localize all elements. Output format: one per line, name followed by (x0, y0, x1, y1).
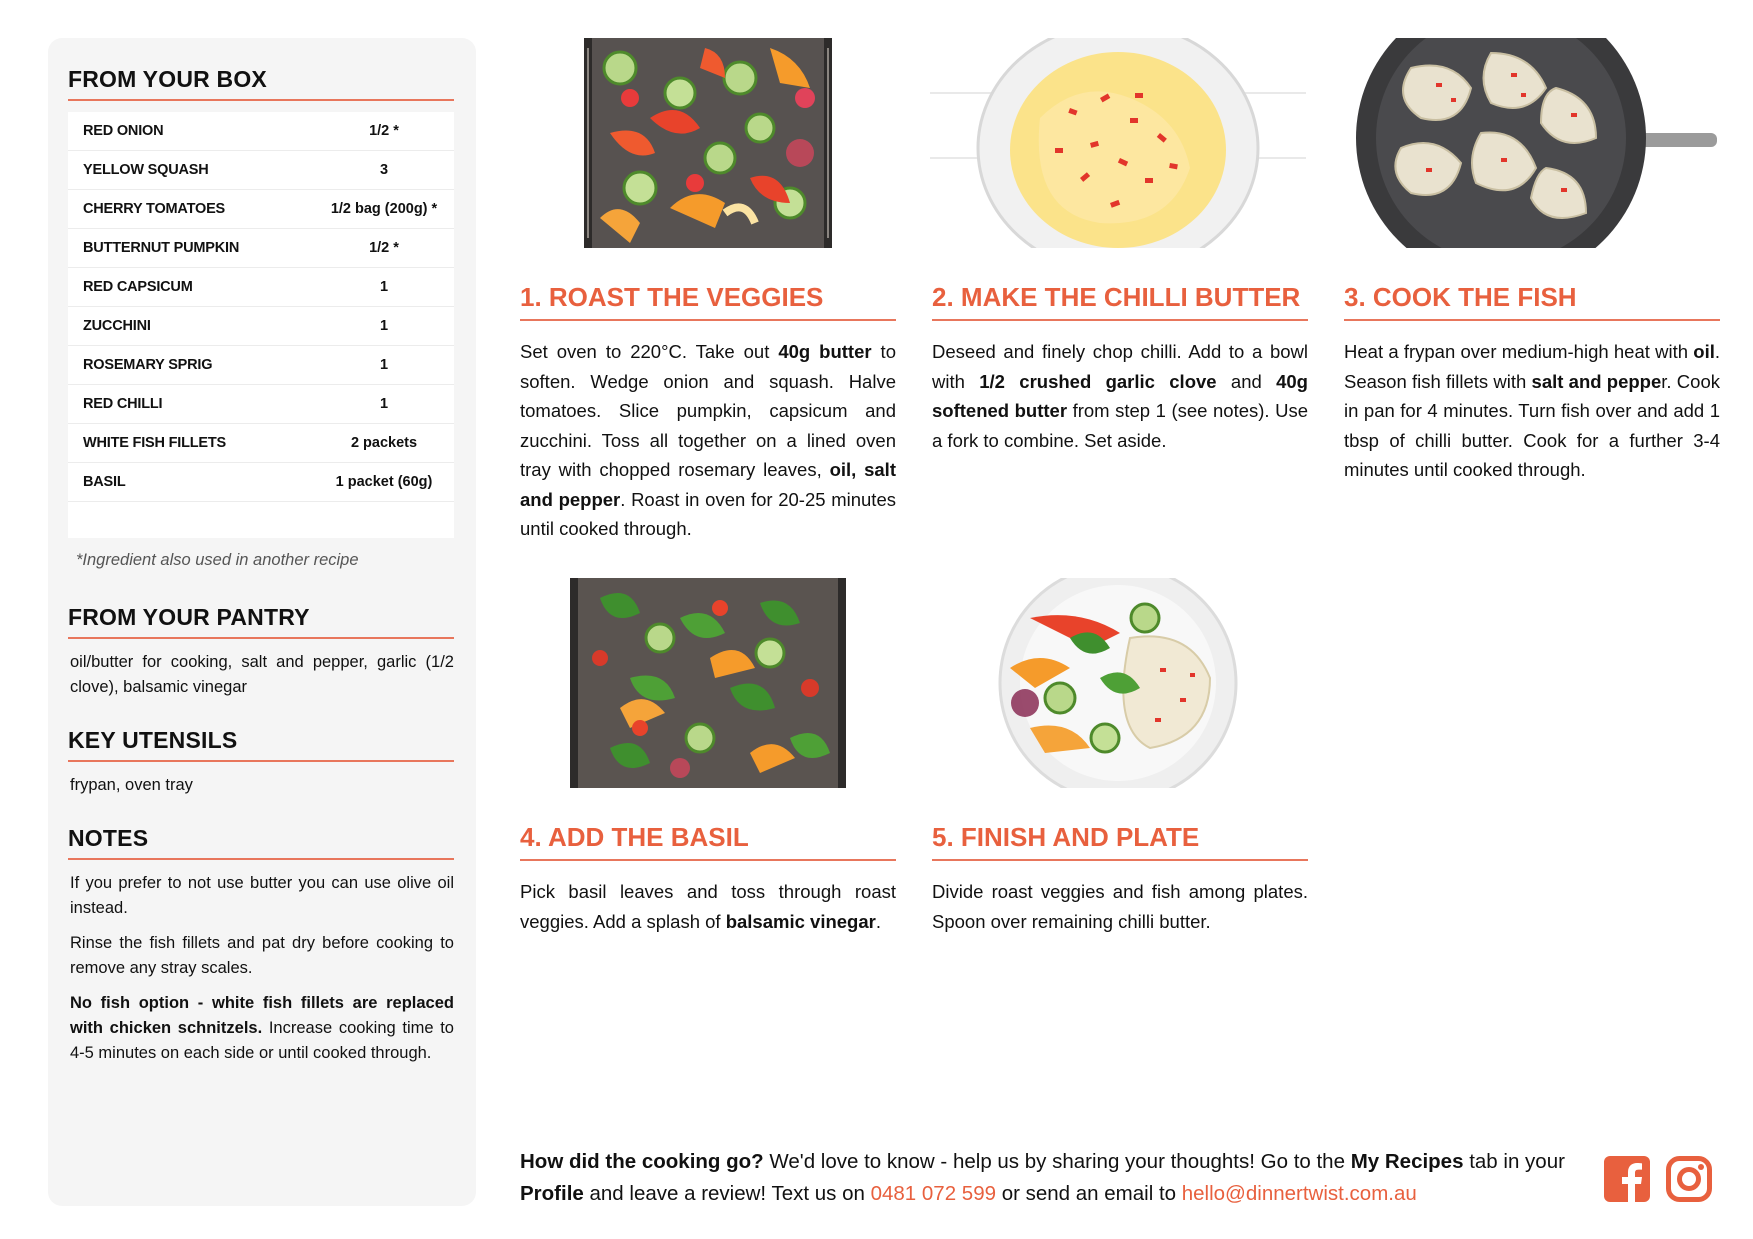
step-text-run: . Season fish fillets with (1344, 341, 1720, 392)
instagram-icon[interactable] (1666, 1156, 1712, 1202)
ingredient-qty: 1/2 bag (200g) * (330, 201, 438, 217)
step-text-run: Set oven to 220°C. Take out (520, 341, 779, 362)
table-row (68, 151, 454, 190)
footer-question: How did the cooking go? (520, 1150, 764, 1173)
ingredient-name: ZUCCHINI (83, 318, 151, 334)
ingredient-name: RED CAPSICUM (83, 279, 193, 295)
step-text-run: to soften. Wedge onion and squash. Halve tomatoes. Slice pumpkin, capsicum and zucchini. Toss all together on a lined oven tray with chopped rosemary leaves, (520, 341, 896, 480)
step-5-photo (930, 578, 1306, 788)
table-row (68, 229, 454, 268)
step-1-title: 1. ROAST THE VEGGIES (520, 282, 896, 321)
footer-profile: Profile (520, 1181, 584, 1205)
ingredient-qty: 2 packets (350, 435, 418, 451)
step-text-run: . Roast in oven for 20-25 minutes until cooked through. (520, 488, 896, 539)
pantry-text: oil/butter for cooking, salt and pepper, garlic (1/2 clove), balsamic vinegar (70, 653, 454, 696)
utensils-text: frypan, oven tray (70, 776, 193, 794)
ingredient-name: RED ONION (83, 123, 164, 139)
ingredient-footnote: *Ingredient also used in another recipe (76, 551, 359, 569)
notes-paragraph-2: Rinse the fish fillets and pat dry before cooking to remove any stray scales. (70, 934, 454, 977)
notes-title: NOTES (68, 825, 454, 860)
ingredient-name: BUTTERNUT PUMPKIN (83, 240, 240, 256)
ingredient-name: CHERRY TOMATOES (83, 201, 226, 217)
notes-paragraph-3 (70, 991, 454, 1066)
step-3-photo (1341, 38, 1717, 248)
step-text-run: from step 1 (see notes). Use a fork to combine. Set aside. (932, 400, 1308, 451)
ingredient-qty: 1 (379, 318, 389, 334)
table-row (68, 424, 454, 463)
facebook-icon[interactable] (1604, 1156, 1650, 1202)
notes-bold-text: No fish option - white fish fillets are replaced with chicken schnitzels. (70, 994, 454, 1037)
ingredient-name: RED CHILLI (83, 396, 163, 412)
step-text-run: Divide roast veggies and fish among plates. Spoon over remaining chilli butter. (932, 881, 1308, 932)
step-text-run: and (1216, 370, 1277, 392)
step-2-text (932, 337, 1308, 455)
notes-paragraph-1: If you prefer to not use butter you can use olive oil instead. (70, 874, 454, 917)
ingredient-name: YELLOW SQUASH (83, 162, 209, 178)
from-your-box-title: FROM YOUR BOX (68, 66, 454, 101)
footer-my-recipes: My Recipes (1350, 1150, 1464, 1173)
step-bold-run: oil (1693, 341, 1715, 362)
table-row (68, 268, 454, 307)
step-bold-run: 1/2 crushed garlic clove (979, 370, 1217, 392)
footer-text-run: or send an email to (996, 1181, 1182, 1205)
table-row (68, 190, 454, 229)
table-row (68, 112, 454, 151)
step-1-photo (520, 38, 896, 248)
step-2-title: 2. MAKE THE CHILLI BUTTER (932, 282, 1308, 321)
ingredient-name: ROSEMARY SPRIG (83, 357, 213, 373)
step-text-run: Heat a frypan over medium-high heat with (1344, 341, 1694, 362)
step-text-run: Deseed and finely chop chilli. Add to a bowl with (932, 341, 1308, 392)
step-bold-run: 40g butter (778, 341, 872, 362)
table-row (68, 307, 454, 346)
utensils-title: KEY UTENSILS (68, 727, 454, 762)
step-bold-run: 40g softened butter (932, 370, 1308, 421)
step-bold-run: balsamic vinegar (725, 910, 876, 932)
step-3-title: 3. COOK THE FISH (1344, 282, 1720, 321)
step-3-text (1344, 337, 1720, 485)
ingredient-table (68, 112, 454, 538)
ingredient-qty: 3 (379, 162, 389, 178)
pantry-title: FROM YOUR PANTRY (68, 604, 454, 639)
table-row (68, 463, 454, 502)
step-bold-run: oil, salt and pepper (520, 459, 896, 510)
email-link[interactable]: hello@dinnertwist.com.au (1181, 1181, 1417, 1205)
step-text-run: Pick basil leaves and toss through roast veggies. Add a splash of (520, 881, 896, 932)
ingredient-qty: 1 (379, 396, 389, 412)
footer-text-run: tab in your (1463, 1150, 1565, 1173)
step-bold-run: salt and peppe (1531, 370, 1662, 392)
ingredient-qty: 1 (379, 279, 389, 295)
footer-text-run: We'd love to know - help us by sharing your thoughts! Go to the (763, 1150, 1351, 1173)
step-2-photo (930, 38, 1306, 248)
step-4-text (520, 877, 896, 936)
ingredient-qty: 1/2 * (369, 240, 399, 256)
ingredient-name: WHITE FISH FILLETS (83, 435, 227, 451)
step-4-photo (520, 578, 896, 788)
table-row (68, 346, 454, 385)
step-5-text (932, 877, 1308, 936)
step-5-title: 5. FINISH AND PLATE (932, 822, 1308, 861)
feedback-footer (520, 1146, 1580, 1209)
step-text-run: r. Cook in pan for 4 minutes. Turn fish over and add 1 tbsp of chilli butter. Cook for a further 3-4 minutes until cooked through. (1344, 370, 1720, 480)
ingredient-name: BASIL (83, 474, 126, 490)
step-4-title: 4. ADD THE BASIL (520, 822, 896, 861)
sidebar-panel (48, 38, 476, 1206)
notes-rest-text: Increase cooking time to 4-5 minutes on each side or until cooked through. (70, 1019, 454, 1062)
ingredient-qty: 1/2 * (369, 123, 399, 139)
ingredient-qty: 1 packet (60g) (335, 474, 433, 490)
step-1-text (520, 337, 896, 544)
ingredient-qty: 1 (379, 357, 389, 373)
footer-text-run: and leave a review! Text us on (583, 1181, 871, 1205)
table-row (68, 385, 454, 424)
phone-link[interactable]: 0481 072 599 (870, 1181, 996, 1205)
step-text-run: . (875, 910, 881, 932)
